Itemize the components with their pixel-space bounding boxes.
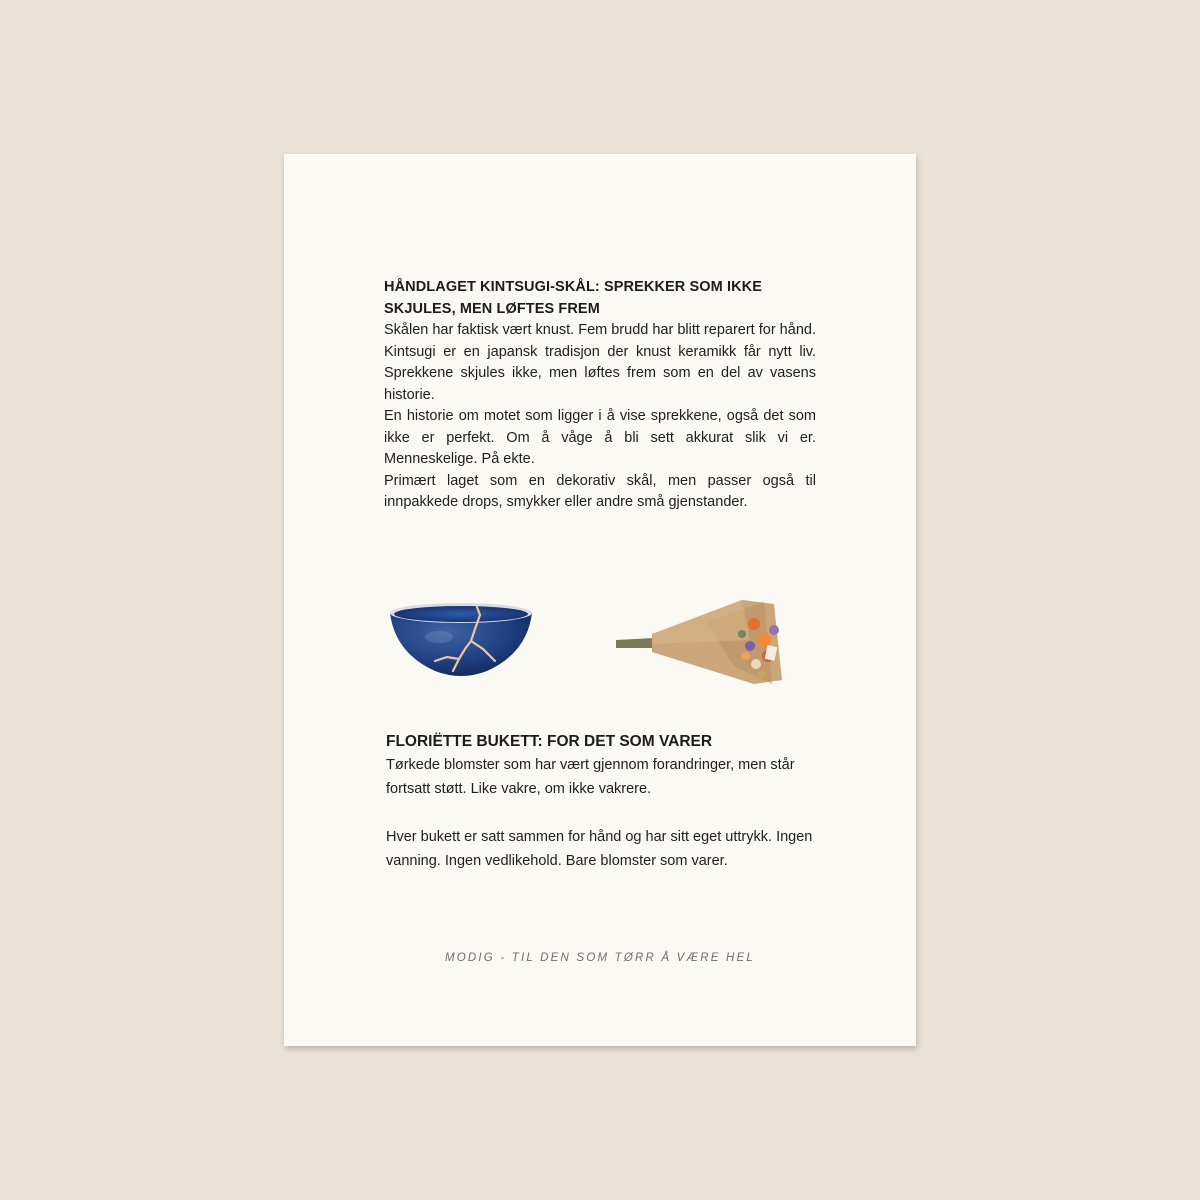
bowl-paragraph: Skålen har faktisk vært knust. Fem brudd har blitt reparert for hånd. [384, 322, 816, 338]
bouquet-paragraph: Hver bukett er satt sammen for hånd og har sitt eget uttrykk. Ingen vanning. Ingen vedlikehold. Bare blomster som varer. [386, 829, 813, 869]
bouquet-section [386, 731, 816, 873]
product-card [284, 154, 916, 1046]
dried-flower-bouquet-image [614, 594, 794, 690]
bowl-heading: HÅNDLAGET KINTSUGI-SKÅL: SPREKKER SOM IKKE SKJULES, MEN LØFTES FREM [384, 279, 762, 317]
bouquet-paragraph: Tørkede blomster som har vært gjennom forandringer, men står fortsatt støtt. Like vakre, om ikke vakrere. [386, 757, 795, 797]
bowl-section [384, 276, 816, 514]
bowl-paragraph: Primært laget som en dekorativ skål, men passer også til innpakkede drops, smykker eller andre små gjenstander. [384, 472, 816, 510]
tagline: MODIG - TIL DEN SOM TØRR Å VÆRE HEL [444, 952, 755, 964]
bouquet-heading: FLORIËTTE BUKETT: FOR DET SOM VARER [386, 733, 713, 750]
paragraph-spacer [386, 801, 816, 825]
bowl-paragraph: Kintsugi er en japansk tradisjon der knust keramikk får nytt liv. Sprekkene skjules ikke, men løftes frem som en del av vasens historie. [384, 343, 816, 403]
kintsugi-bowl-image [387, 599, 535, 681]
bowl-paragraph: En historie om motet som ligger i å vise sprekkene, også det som ikke er perfekt. Om å våge å bli sett akkurat slik vi er. Menneskelige. På ekte. [384, 408, 816, 467]
